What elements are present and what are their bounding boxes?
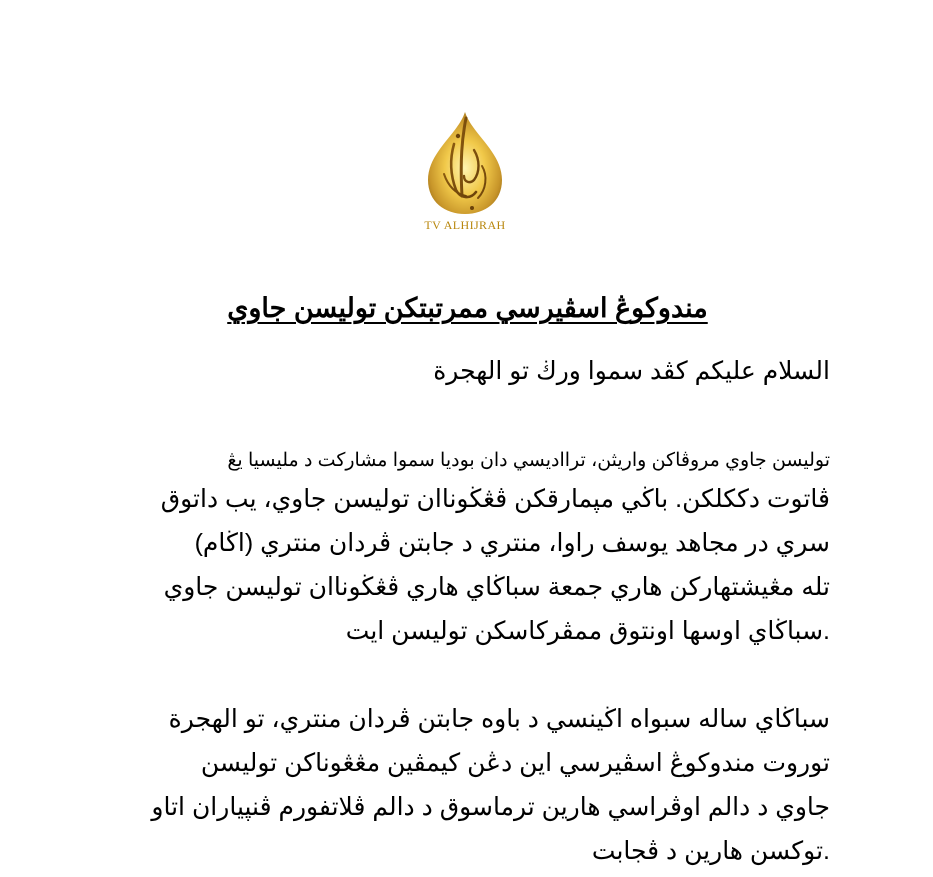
greeting: السلام عليكم كڤد سموا ورڬ تو الهجرة: [433, 357, 830, 385]
paragraph-1-line: ڤاتوت دككلكن. باڬي مپمارقكن ڤڠڬوناان توليسن جاوي، يب داتوق: [160, 485, 830, 513]
paragraph-1: [100, 440, 830, 654]
tv-alhijrah-logo: [400, 104, 530, 240]
paragraph-1-line: توليسن جاوي مروڤاكن واريثن، ترااديسي دان بوديا سموا مشاركت د مليسيا يڠ: [227, 450, 830, 471]
alhijrah-calligraphy-icon: [400, 104, 530, 219]
paragraph-1-line: تله مڠيشتهاركن هاري جمعة سباڬاي هاري ڤڠڬوناان توليسن جاوي: [163, 573, 830, 601]
paragraph-1-line: .سباڬاي اوسها اونتوق ممڤركاسكن توليسن ايت: [345, 617, 830, 645]
paragraph-2-line: توروت مندوكوڠ اسڤيرسي اين دڠن كيمڤين مڠڠوناكن توليسن: [200, 749, 830, 777]
paragraph-1-line: سري در مجاهد يوسف راوا، منتري د جابتن ڤردان منتري (اڬام): [194, 529, 830, 557]
page-title: [195, 286, 740, 330]
logo-wordmark: TV ALHIJRAH: [424, 218, 506, 232]
paragraph-2-line: سباڬاي ساله سبواه اڬينسي د باوه جابتن ڤردان منتري، تو الهجرة: [168, 705, 830, 733]
paragraph-2: [118, 698, 830, 874]
paragraph-2-line: .توكسن هارين د ڤجابت: [591, 837, 830, 865]
paragraph-2-line: جاوي د دالم اوڤراسي هارين ترماسوق د دالم ڤلاتفورم ڤنپياران اتاو: [151, 793, 830, 821]
page-title-text: مندوكوڠ اسڤيرسي ممرتبتكن توليسن جاوي: [227, 293, 708, 323]
